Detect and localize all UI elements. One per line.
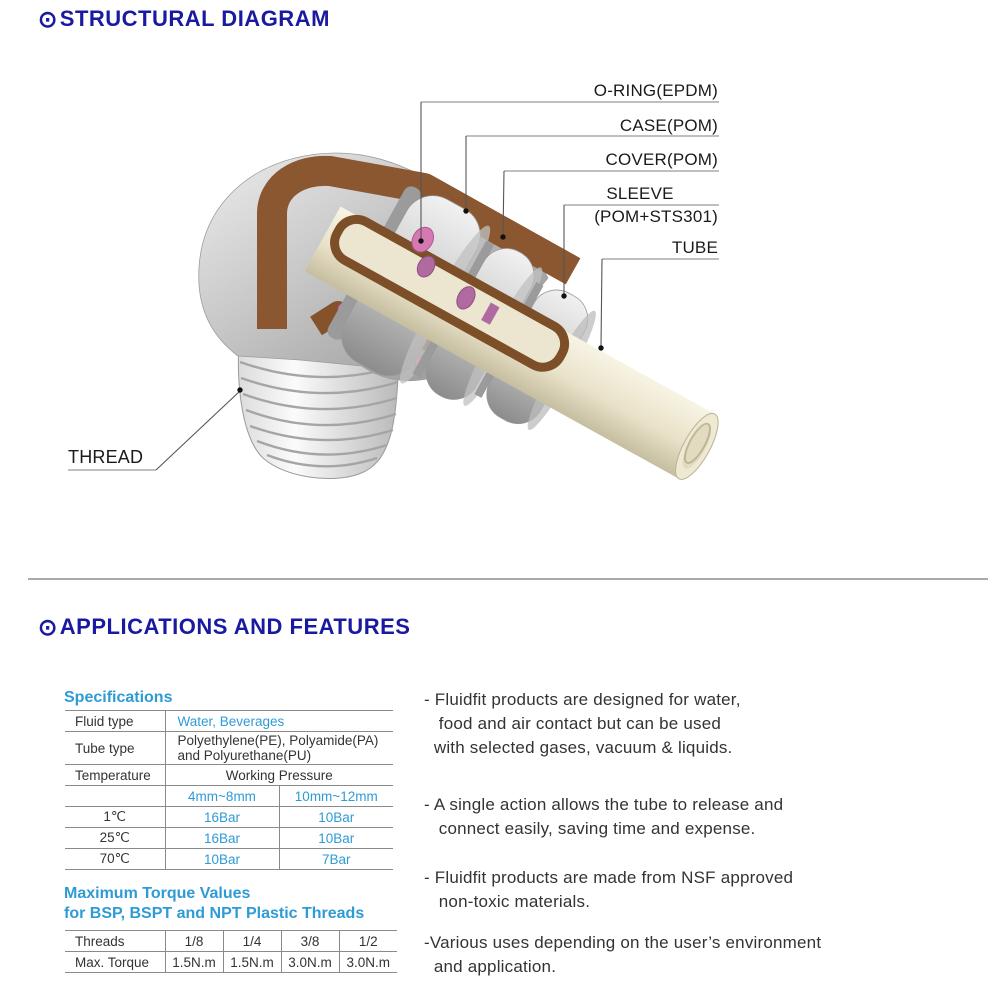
feature-line: with selected gases, vacuum & liquids. [424, 738, 733, 757]
temp-cell: 1℃ [65, 807, 165, 828]
table-row [65, 807, 393, 828]
torque-title-line2: for BSP, BSPT and NPT Plastic Threads [64, 905, 365, 922]
feature-item [424, 793, 944, 841]
thread-size: 1/4 [223, 931, 281, 952]
tube-type-value: Polyethylene(PE), Polyamide(PA) and Polyurethane(PU) [165, 732, 393, 765]
label-cover: COVER(POM) [605, 150, 718, 169]
torque-title-line1: Maximum Torque Values [64, 885, 251, 902]
temp-cell: 25℃ [65, 828, 165, 849]
section1-heading [38, 6, 330, 32]
torque-value: 1.5N.m [223, 952, 281, 973]
torque-value: 1.5N.m [165, 952, 223, 973]
torque-table [65, 930, 397, 973]
feature-line: and application. [424, 957, 557, 976]
table-row [65, 786, 393, 807]
feature-item [424, 688, 944, 760]
specs-table [65, 710, 393, 870]
table-row [65, 849, 393, 870]
fluid-type-label: Fluid type [65, 711, 165, 732]
temperature-label: Temperature [65, 765, 165, 786]
table-row [65, 952, 397, 973]
feature-line: connect easily, saving time and expense. [424, 819, 756, 838]
specs-title: Specifications [64, 689, 173, 706]
feature-item [424, 866, 944, 914]
section-bullet-icon: ⊙ [38, 5, 58, 32]
pressure-cell: 10Bar [279, 828, 393, 849]
section2-title: APPLICATIONS AND FEATURES [59, 614, 411, 639]
feature-line: -Various uses depending on the user’s environment [424, 933, 822, 952]
torque-value: 3.0N.m [339, 952, 397, 973]
feature-line: - Fluidfit products are designed for water, [424, 690, 741, 709]
table-row [65, 732, 393, 765]
pressure-cell: 10Bar [279, 807, 393, 828]
pressure-cell: 7Bar [279, 849, 393, 870]
pressure-cell: 16Bar [165, 807, 279, 828]
temp-cell: 70℃ [65, 849, 165, 870]
structural-diagram [0, 40, 1000, 560]
feature-item [424, 931, 944, 979]
table-row [65, 765, 393, 786]
section-divider [28, 578, 988, 580]
label-tube: TUBE [671, 238, 718, 257]
thread-size: 3/8 [281, 931, 339, 952]
table-row [65, 828, 393, 849]
table-row [65, 711, 393, 732]
feature-line: food and air contact but can be used [424, 714, 721, 733]
feature-line: non-toxic materials. [424, 892, 591, 911]
tube-type-label: Tube type [65, 732, 165, 765]
thread-size: 1/8 [165, 931, 223, 952]
pressure-cell: 10Bar [165, 849, 279, 870]
section1-title: STRUCTURAL DIAGRAM [59, 6, 330, 31]
fitting-illustration [0, 40, 1000, 560]
label-case: CASE(POM) [619, 116, 718, 135]
section2-heading [38, 614, 410, 640]
feature-line: - A single action allows the tube to release and [424, 795, 784, 814]
thread-size: 1/2 [339, 931, 397, 952]
label-oring: O-RING(EPDM) [593, 81, 718, 100]
fluid-type-value: Water, Beverages [165, 711, 393, 732]
label-sleeve-line1: SLEEVE [606, 184, 674, 203]
section-bullet-icon: ⊙ [38, 613, 58, 640]
table-row [65, 931, 397, 952]
working-pressure-label: Working Pressure [165, 765, 393, 786]
features-list [424, 688, 944, 979]
label-sleeve-line2: (POM+STS301) [594, 207, 718, 226]
threads-label: Threads [65, 931, 165, 952]
size-col2-header: 10mm~12mm [279, 786, 393, 807]
max-torque-label: Max. Torque [65, 952, 165, 973]
pressure-cell: 16Bar [165, 828, 279, 849]
feature-line: - Fluidfit products are made from NSF approved [424, 868, 794, 887]
label-thread: THREAD [68, 447, 144, 467]
size-col1-header: 4mm~8mm [165, 786, 279, 807]
torque-value: 3.0N.m [281, 952, 339, 973]
